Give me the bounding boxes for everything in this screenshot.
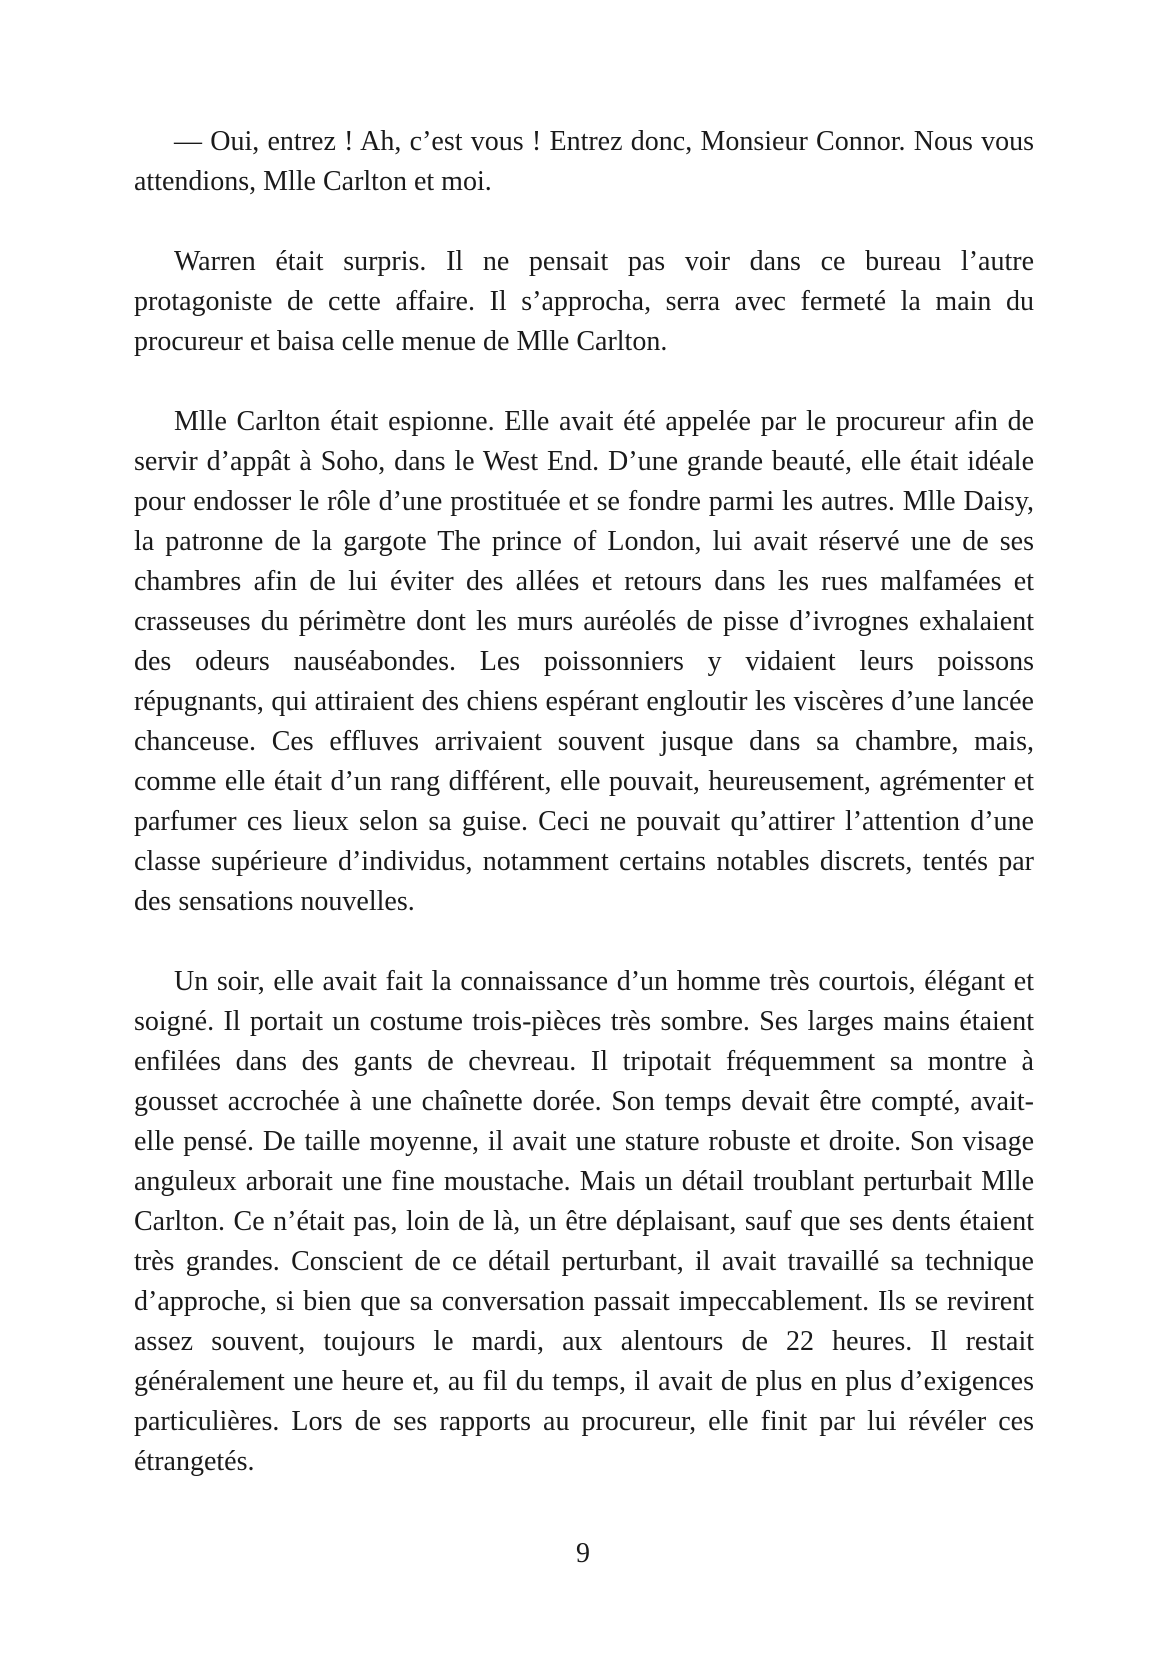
paragraph-mlle-carlton-spy: Mlle Carlton était espionne. Elle avait été appelée par le procureur afin de servir d’appât à Soho, dans le West End. D’une grande beauté, elle était idéale pour endosser le rôle d’une prostituée et se fondre parmi les autres. Mlle Daisy, la patronne de la gargote The prince of London, lui avait réservé une de ses chambres afin de lui éviter des allées et retours dans les rues malfamées et crasseuses du périmètre dont les murs auréolés de pisse d’ivrognes exhalaient des odeurs nauséabondes. Les poissonniers y vidaient leurs poissons répugnants, qui attiraient des chiens espérant engloutir les viscères d’une lancée chanceuse. Ces effluves arrivaient souvent jusque dans sa chambre, mais, comme elle était d’un rang différent, elle pouvait, heureusement, agrémenter et parfumer ces lieux selon sa guise. Ceci ne pouvait qu’attirer l’attention d’une classe supérieure d’individus, notamment certains notables discrets, tentés par des sensations nouvelles. [134,406,1034,917]
page-number: 9 [576,1538,590,1569]
paragraph-dialogue: — Oui, entrez ! Ah, c’est vous ! Entrez donc, Monsieur Connor. Nous vous attendions, Mlle Carlton et moi. [134,126,1034,197]
paragraph-warren-surprised: Warren était surpris. Il ne pensait pas voir dans ce bureau l’autre protagoniste de cette affaire. Il s’approcha, serra avec fermeté la main du procureur et baisa celle menue de Mlle Carlton. [134,246,1034,357]
paragraph-one-evening: Un soir, elle avait fait la connaissance d’un homme très courtois, élégant et soigné. Il portait un costume trois-pièces très sombre. Ses larges mains étaient enfilées dans des gants de chevreau. Il tripotait fréquemment sa montre à gousset accrochée à une chaînette dorée. Son temps devait être compté, avait-elle pensé. De taille moyenne, il avait une stature robuste et droite. Son visage anguleux arborait une fine moustache. Mais un détail troublant perturbait Mlle Carlton. Ce n’était pas, loin de là, un être déplaisant, sauf que ses dents étaient très grandes. Conscient de ce détail perturbant, il avait travaillé sa technique d’approche, si bien que sa conversation passait impeccablement. Ils se revirent assez souvent, toujours le mardi, aux alentours de 22 heures. Il restait généralement une heure et, au fil du temps, il avait de plus en plus d’exigences particulières. Lors de ses rapports au procureur, elle finit par lui révéler ces étrangetés. [134,966,1034,1477]
body-text [134,122,1034,1482]
